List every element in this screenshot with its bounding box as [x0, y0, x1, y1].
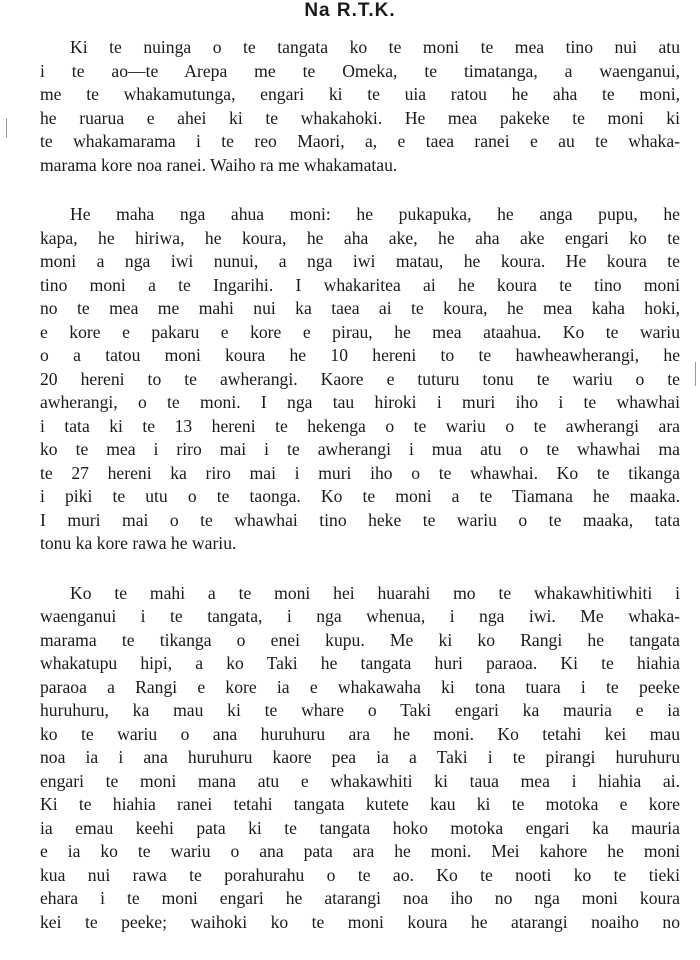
article-byline: Na R.T.K.	[304, 0, 396, 21]
text-line: marama te tikanga o enei kupu. Me ki ko Rangi he tangata	[40, 629, 680, 650]
text-line: i te ao—te Arepa me te Omeka, te timatanga, a waenganui,	[40, 60, 680, 81]
text-line: marama kore noa ranei. Waiho ra me whakamatau.	[40, 154, 398, 175]
text-line: i tata ki te 13 hereni te hekenga o te wariu o te awherangi ara	[40, 415, 680, 436]
text-line: huruhuru, ka mau ki te whare o Taki engari ka mauria e ia	[40, 700, 680, 720]
text-line: o a tatou moni koura he 10 hereni to te hawheawherangi, he	[40, 345, 680, 365]
text-line: kapa, he hiriwa, he koura, he aha ake, he aha ake engari ko te	[40, 227, 680, 248]
text-line: me te whakamutunga, engari ki te uia ratou he aha te moni,	[40, 84, 680, 104]
text-line: kua nui rawa te porahurahu o te ao. Ko te nooti ko te tieki	[40, 864, 680, 885]
paragraph-2	[40, 203, 680, 556]
text-line: e kore e pakaru e kore e pirau, he mea ataahua. Ko te wariu	[40, 321, 680, 342]
text-line: noa ia i ana huruhuru kaore pea ia a Taki i te pirangi huruhuru	[40, 747, 680, 767]
paragraph-1	[40, 36, 680, 177]
text-line: tino moni a te Ingarihi. I whakaritea ai he koura te tino moni	[40, 274, 680, 295]
text-line: whakatupu hipi, a ko Taki he tangata huri paraoa. Ki te hiahia	[40, 653, 680, 673]
text-line: paraoa a Rangi e kore ia e whakawaha ki tona tuara i te peeke	[40, 676, 680, 697]
text-line: te 27 hereni ka riro mai i muri iho o te whawhai. Ko te tikanga	[40, 462, 680, 483]
text-line: he ruarua e ahei ki te whakahoki. He mea pakeke te moni ki	[40, 107, 680, 128]
paragraph-3	[40, 582, 680, 935]
margin-mark-right	[695, 362, 696, 386]
text-line: ko te wariu o ana huruhuru ara he moni. Ko tetahi kei mau	[40, 723, 680, 744]
text-line: Ki te nuinga o te tangata ko te moni te mea tino nui atu	[70, 37, 680, 57]
text-line: ehara i te moni engari he atarangi noa iho no nga moni koura	[40, 888, 680, 908]
text-line: 20 hereni to te awherangi. Kaore e tuturu tonu te wariu o te	[40, 368, 680, 389]
text-line: Ko te mahi a te moni hei huarahi mo te whakawhitiwhiti i	[70, 582, 680, 603]
text-line: Ki te hiahia ranei tetahi tangata kutete kau ki te motoka e kore	[40, 794, 680, 814]
text-line: engari te moni mana atu e whakawhiti ki taua mea i hiahia ai.	[40, 770, 680, 791]
text-line: tonu ka kore rawa he wariu.	[40, 533, 237, 553]
text-line: He maha nga ahua moni: he pukapuka, he anga pupu, he	[70, 204, 680, 224]
text-line: I muri mai o te whawhai tino heke te wariu o te maaka, tata	[40, 509, 680, 530]
article-body	[40, 36, 680, 960]
text-line: te whakamarama i te reo Maori, a, e taea ranei e au te whaka-	[40, 131, 680, 151]
text-line: e ia ko te wariu o ana pata ara he moni. Mei kahore he moni	[40, 841, 680, 861]
text-line: ia emau keehi pata ki te tangata hoko motoka engari ka mauria	[40, 817, 680, 838]
text-line: waenganui i te tangata, i nga whenua, i nga iwi. Me whaka-	[40, 606, 680, 626]
text-line: ko te mea i riro mai i te awherangi i mua atu o te whawhai ma	[40, 439, 680, 459]
text-line: i piki te utu o te taonga. Ko te moni a te Tiamana he maaka.	[40, 486, 680, 506]
text-line: no te mea me mahi nui ka taea ai te koura, he mea kaha hoki,	[40, 298, 680, 318]
text-line: awherangi, o te moni. I nga tau hiroki i muri iho i te whawhai	[40, 392, 680, 412]
margin-mark-left	[6, 118, 7, 138]
text-line: kei te peeke; waihoki ko te moni koura he atarangi noaiho no	[40, 911, 680, 932]
text-line: moni a nga iwi nunui, a nga iwi matau, he koura. He koura te	[40, 251, 680, 271]
